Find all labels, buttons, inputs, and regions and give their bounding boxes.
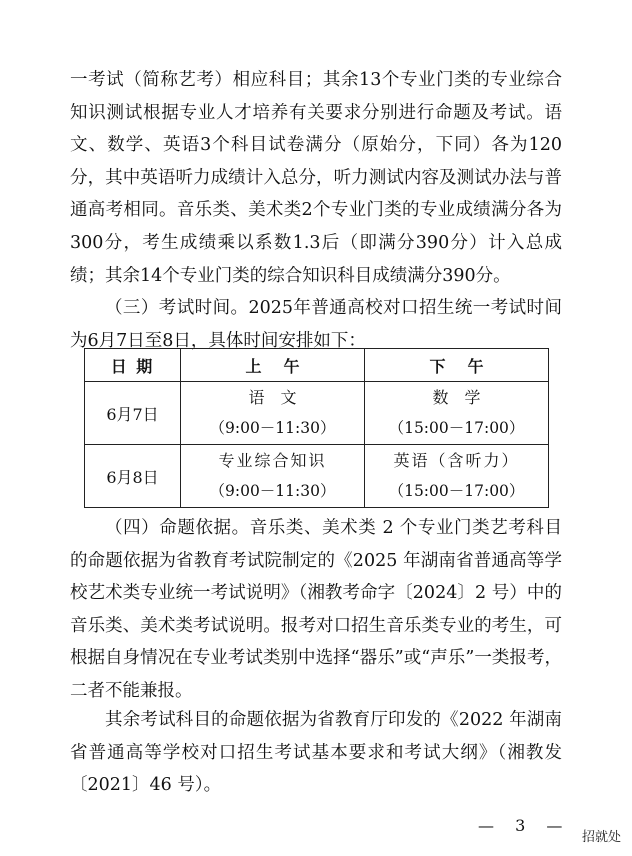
header-morning: 上午 [181, 349, 365, 382]
watermark-text: 招就处 [582, 830, 622, 845]
date-cell: 6月7日 [85, 382, 181, 445]
morning-subject: 语文 [248, 388, 313, 407]
afternoon-cell [365, 445, 549, 508]
table-row [85, 445, 549, 508]
header-date: 日 期 [85, 349, 181, 382]
morning-subject: 专业综合知识 [218, 451, 327, 470]
morning-cell [181, 445, 365, 508]
paragraph-exam-subjects: 一考试（简称艺考）相应科目；其余13个专业门类的专业综合知识测试根据专业人才培养有关要求分别进行命题及考试。语文、数学、英语3个科目试卷满分（原始分，下同）各为120分，其中英语听力成绩计入总分，听力测试内容及测试办法与普通高考相同。音乐类、美术类2个专业门类的专业成绩满分各为300分，考生成绩乘以系数1.3后（即满分390分）计入总成绩；其余14个专业门类的综合知识科目成绩满分390分。 [70, 70, 562, 286]
date-cell: 6月8日 [85, 445, 181, 508]
afternoon-time: （15:00－17:00） [388, 419, 525, 437]
exam-schedule-table [84, 348, 549, 508]
afternoon-subject: 数学 [432, 388, 497, 407]
header-afternoon: 下午 [365, 349, 549, 382]
paragraph-exam-time: （三）考试时间。2025年普通高校对口招生统一考试时间为6月7日至8日，具体时间安排如下： [70, 298, 562, 351]
paragraph-proposition-basis: （四）命题依据。音乐类、美术类 2 个专业门类艺考科目的命题依据为省教育考试院制定的《2025 年湖南省普通高等学校艺术类专业统一考试说明》（湘教考命字〔2024〕2 号）中的音乐类、美术类考试说明。报考对口招生音乐类专业的考生，可根据自身情况在专业考试类别中选择“器乐”或“声乐”一类报考，二者不能兼报。 [70, 518, 562, 701]
morning-time: （9:00－11:30） [209, 482, 336, 500]
page-number: — 3 — [478, 816, 571, 835]
table-header-row [85, 349, 549, 382]
morning-cell [181, 382, 365, 445]
afternoon-cell [365, 382, 549, 445]
morning-time: （9:00－11:30） [209, 419, 336, 437]
afternoon-time: （15:00－17:00） [388, 482, 525, 500]
table-row [85, 382, 549, 445]
afternoon-subject: 英语（含听力） [393, 451, 520, 470]
paragraph-other-subjects-basis: 其余考试科目的命题依据为省教育厅印发的《2022 年湖南省普通高等学校对口招生考试基本要求和考试大纲》（湘教发〔2021〕46 号）。 [70, 710, 562, 796]
